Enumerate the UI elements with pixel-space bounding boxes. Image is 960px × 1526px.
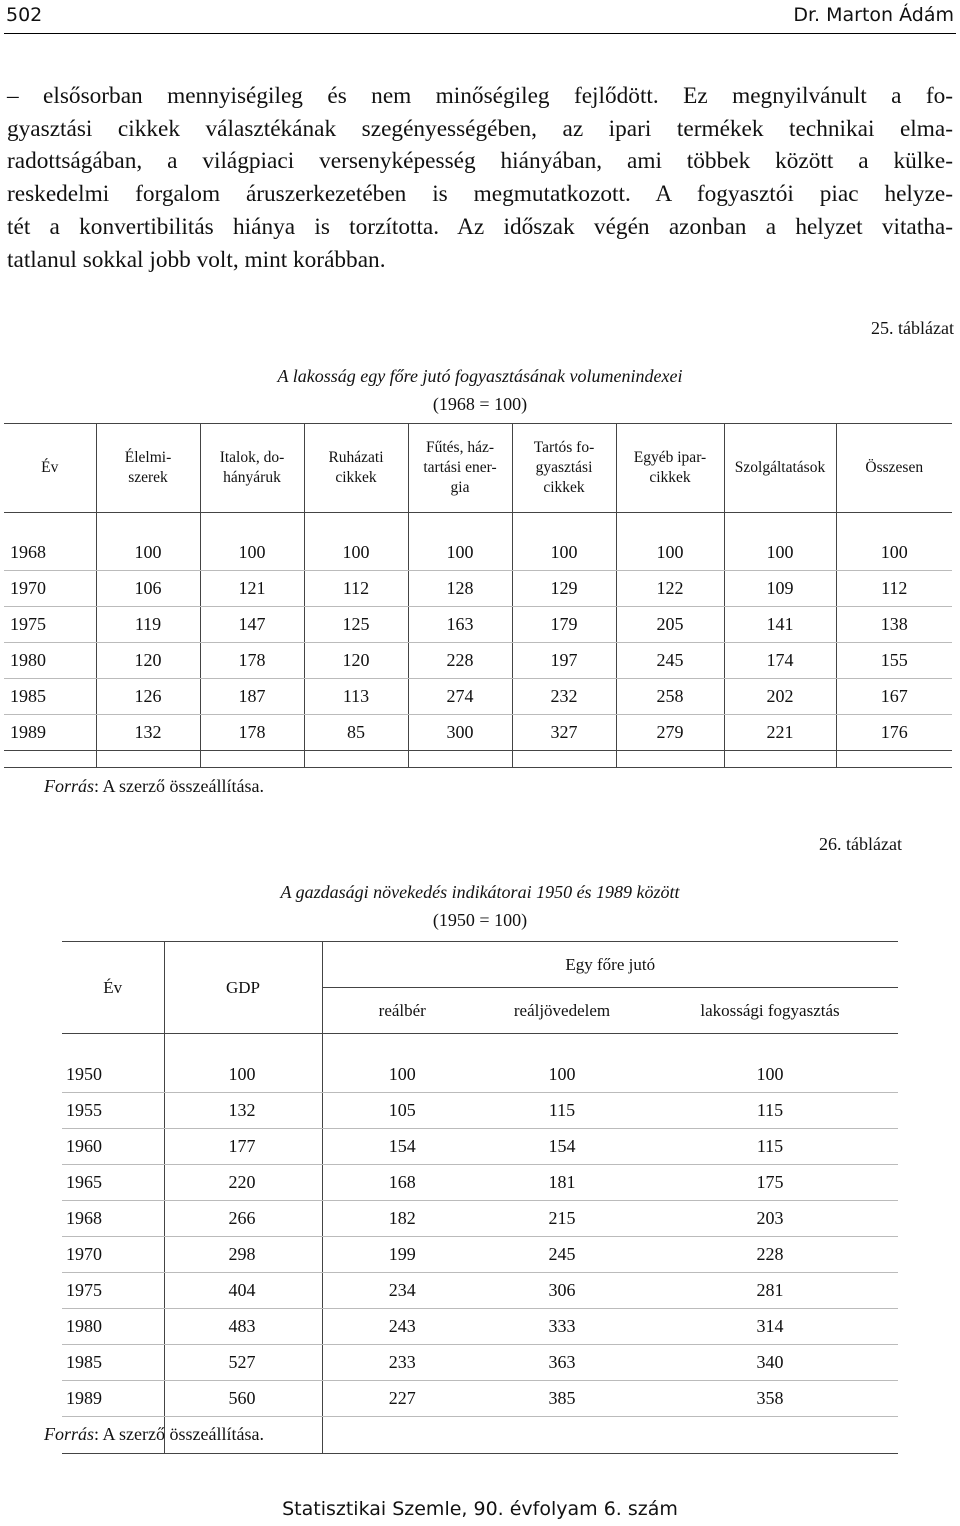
value-cell: 314 <box>642 1309 898 1345</box>
table-row <box>62 1309 898 1345</box>
value-cell: 120 <box>96 643 200 679</box>
table-25-header-row <box>4 424 952 513</box>
value-cell: 100 <box>408 535 512 571</box>
year-cell: 1970 <box>4 571 96 607</box>
value-cell: 126 <box>96 679 200 715</box>
value-cell: 100 <box>724 535 836 571</box>
paragraph-line: radottságában, a világpiaci versenyképesség hiányában, ami többek között a külke- <box>7 148 953 175</box>
value-cell: 228 <box>642 1237 898 1273</box>
col-header: Egyéb ipar- cikkek <box>616 424 724 513</box>
value-cell: 129 <box>512 571 616 607</box>
value-cell: 327 <box>512 715 616 751</box>
col-header-realber: reálbér <box>322 988 482 1034</box>
value-cell: 228 <box>408 643 512 679</box>
value-cell: 100 <box>642 1057 898 1093</box>
table-26-label: 26. táblázat <box>819 834 902 854</box>
year-cell: 1970 <box>62 1237 164 1273</box>
value-cell: 112 <box>836 571 952 607</box>
source-label: Forrás <box>44 1424 95 1444</box>
col-header-realjovedelem: reáljövedelem <box>482 988 642 1034</box>
col-header-gdp: GDP <box>164 942 322 1034</box>
value-cell: 147 <box>200 607 304 643</box>
col-header: Ruházati cikkek <box>304 424 408 513</box>
value-cell: 300 <box>408 715 512 751</box>
year-cell: 1975 <box>62 1273 164 1309</box>
value-cell: 245 <box>616 643 724 679</box>
value-cell: 120 <box>304 643 408 679</box>
table-25-source <box>44 776 264 797</box>
value-cell: 155 <box>836 643 952 679</box>
table-row <box>62 1129 898 1165</box>
page-header <box>0 0 960 34</box>
col-header: Szolgáltatások <box>724 424 836 513</box>
col-header-group: Egy főre jutó <box>322 942 898 988</box>
table-25-body <box>4 513 952 768</box>
col-header-year: Év <box>62 942 164 1034</box>
table-25-subtitle: (1968 = 100) <box>432 394 528 414</box>
value-cell: 115 <box>482 1093 642 1129</box>
value-cell: 181 <box>482 1165 642 1201</box>
paragraph-line: gyasztási cikkek választékának szegényességében, az ipari termékek technikai elma- <box>7 115 953 142</box>
year-cell: 1985 <box>62 1345 164 1381</box>
value-cell: 115 <box>642 1129 898 1165</box>
value-cell: 203 <box>642 1201 898 1237</box>
value-cell: 175 <box>642 1165 898 1201</box>
value-cell: 100 <box>304 535 408 571</box>
value-cell: 154 <box>482 1129 642 1165</box>
col-header: Tartós fo- gyasztási cikkek <box>512 424 616 513</box>
year-cell: 1989 <box>62 1381 164 1417</box>
value-cell: 167 <box>836 679 952 715</box>
paragraph-line: tatlanul sokkal jobb volt, mint korábban. <box>7 246 386 273</box>
year-cell: 1960 <box>62 1129 164 1165</box>
table-row <box>4 571 952 607</box>
value-cell: 100 <box>164 1057 322 1093</box>
value-cell: 177 <box>164 1129 322 1165</box>
col-header: Élelmi- szerek <box>96 424 200 513</box>
value-cell: 109 <box>724 571 836 607</box>
value-cell: 243 <box>322 1309 482 1345</box>
value-cell: 306 <box>482 1273 642 1309</box>
value-cell: 85 <box>304 715 408 751</box>
value-cell: 100 <box>482 1057 642 1093</box>
value-cell: 154 <box>322 1129 482 1165</box>
table-row <box>62 1201 898 1237</box>
value-cell: 141 <box>724 607 836 643</box>
value-cell: 358 <box>642 1381 898 1417</box>
table-row <box>62 1345 898 1381</box>
value-cell: 132 <box>96 715 200 751</box>
value-cell: 100 <box>512 535 616 571</box>
year-cell: 1950 <box>62 1057 164 1093</box>
value-cell: 274 <box>408 679 512 715</box>
paragraph-line: – elsősorban mennyiségileg és nem minőségileg fejlődött. Ez megnyilvánult a fo- <box>7 83 953 109</box>
value-cell: 100 <box>322 1057 482 1093</box>
value-cell: 100 <box>836 535 952 571</box>
value-cell: 112 <box>304 571 408 607</box>
value-cell: 333 <box>482 1309 642 1345</box>
table-25-label: 25. táblázat <box>871 318 954 338</box>
value-cell: 527 <box>164 1345 322 1381</box>
col-header: Italok, do- hányáruk <box>200 424 304 513</box>
year-cell: 1965 <box>62 1165 164 1201</box>
col-header: Év <box>4 424 96 513</box>
table-26-body <box>62 1034 898 1454</box>
table-25 <box>4 423 952 768</box>
body-paragraph <box>7 80 953 276</box>
source-text: : A szerző összeállítása. <box>94 776 264 796</box>
paragraph-line: tét a konvertibilitás hiánya is torzította. Az időszak végén azonban a helyzet vitatha- <box>7 213 953 240</box>
table-25-title-text: A lakosság egy főre jutó fogyasztásának volumenindexei <box>277 366 683 386</box>
value-cell: 163 <box>408 607 512 643</box>
table-row <box>62 1057 898 1093</box>
table-row <box>62 1381 898 1417</box>
value-cell: 197 <box>512 643 616 679</box>
value-cell: 199 <box>322 1237 482 1273</box>
year-cell: 1968 <box>62 1201 164 1237</box>
value-cell: 168 <box>322 1165 482 1201</box>
value-cell: 202 <box>724 679 836 715</box>
table-row <box>4 679 952 715</box>
value-cell: 100 <box>200 535 304 571</box>
value-cell: 281 <box>642 1273 898 1309</box>
value-cell: 178 <box>200 715 304 751</box>
value-cell: 132 <box>164 1093 322 1129</box>
table-row <box>4 715 952 751</box>
year-cell: 1955 <box>62 1093 164 1129</box>
running-author: Dr. Marton Ádám <box>793 4 954 26</box>
value-cell: 232 <box>512 679 616 715</box>
table-row <box>4 643 952 679</box>
table-26-subtitle: (1950 = 100) <box>432 910 528 930</box>
table-26-header-row-1 <box>62 942 898 988</box>
value-cell: 100 <box>616 535 724 571</box>
value-cell: 266 <box>164 1201 322 1237</box>
value-cell: 113 <box>304 679 408 715</box>
value-cell: 404 <box>164 1273 322 1309</box>
table-26-source <box>44 1424 264 1445</box>
year-cell: 1968 <box>4 535 96 571</box>
table-row <box>62 1093 898 1129</box>
year-cell: 1980 <box>4 643 96 679</box>
table-26-title <box>0 878 960 934</box>
value-cell: 258 <box>616 679 724 715</box>
col-header-lakossagi-fogyasztas: lakossági fogyasztás <box>642 988 898 1034</box>
value-cell: 220 <box>164 1165 322 1201</box>
table-25-title <box>0 362 960 418</box>
source-label: Forrás <box>44 776 95 796</box>
value-cell: 245 <box>482 1237 642 1273</box>
table-26-title-text: A gazdasági növekedés indikátorai 1950 és 1989 között <box>280 882 680 902</box>
table-row <box>4 535 952 571</box>
value-cell: 106 <box>96 571 200 607</box>
value-cell: 205 <box>616 607 724 643</box>
value-cell: 119 <box>96 607 200 643</box>
value-cell: 560 <box>164 1381 322 1417</box>
value-cell: 125 <box>304 607 408 643</box>
year-cell: 1989 <box>4 715 96 751</box>
paragraph-line: reskedelmi forgalom áruszerkezetében is megmutatkozott. A fogyasztói piac helyze- <box>7 181 953 208</box>
table-row <box>4 607 952 643</box>
value-cell: 363 <box>482 1345 642 1381</box>
value-cell: 298 <box>164 1237 322 1273</box>
value-cell: 178 <box>200 643 304 679</box>
table-26 <box>62 941 898 1454</box>
value-cell: 179 <box>512 607 616 643</box>
table-row <box>62 1165 898 1201</box>
value-cell: 138 <box>836 607 952 643</box>
value-cell: 227 <box>322 1381 482 1417</box>
year-cell: 1985 <box>4 679 96 715</box>
value-cell: 182 <box>322 1201 482 1237</box>
col-header: Összesen <box>836 424 952 513</box>
value-cell: 233 <box>322 1345 482 1381</box>
journal-footer: Statisztikai Szemle, 90. évfolyam 6. szám <box>282 1498 678 1520</box>
col-header: Fűtés, ház- tartási ener- gia <box>408 424 512 513</box>
value-cell: 234 <box>322 1273 482 1309</box>
table-row <box>62 1237 898 1273</box>
value-cell: 385 <box>482 1381 642 1417</box>
value-cell: 100 <box>96 535 200 571</box>
value-cell: 122 <box>616 571 724 607</box>
value-cell: 115 <box>642 1093 898 1129</box>
value-cell: 128 <box>408 571 512 607</box>
header-rule <box>4 33 956 34</box>
value-cell: 221 <box>724 715 836 751</box>
value-cell: 174 <box>724 643 836 679</box>
table-row <box>62 1273 898 1309</box>
page-number: 502 <box>6 4 43 26</box>
value-cell: 176 <box>836 715 952 751</box>
value-cell: 215 <box>482 1201 642 1237</box>
value-cell: 483 <box>164 1309 322 1345</box>
source-text: : A szerző összeállítása. <box>94 1424 264 1444</box>
value-cell: 121 <box>200 571 304 607</box>
value-cell: 105 <box>322 1093 482 1129</box>
value-cell: 340 <box>642 1345 898 1381</box>
year-cell: 1975 <box>4 607 96 643</box>
year-cell: 1980 <box>62 1309 164 1345</box>
value-cell: 279 <box>616 715 724 751</box>
value-cell: 187 <box>200 679 304 715</box>
